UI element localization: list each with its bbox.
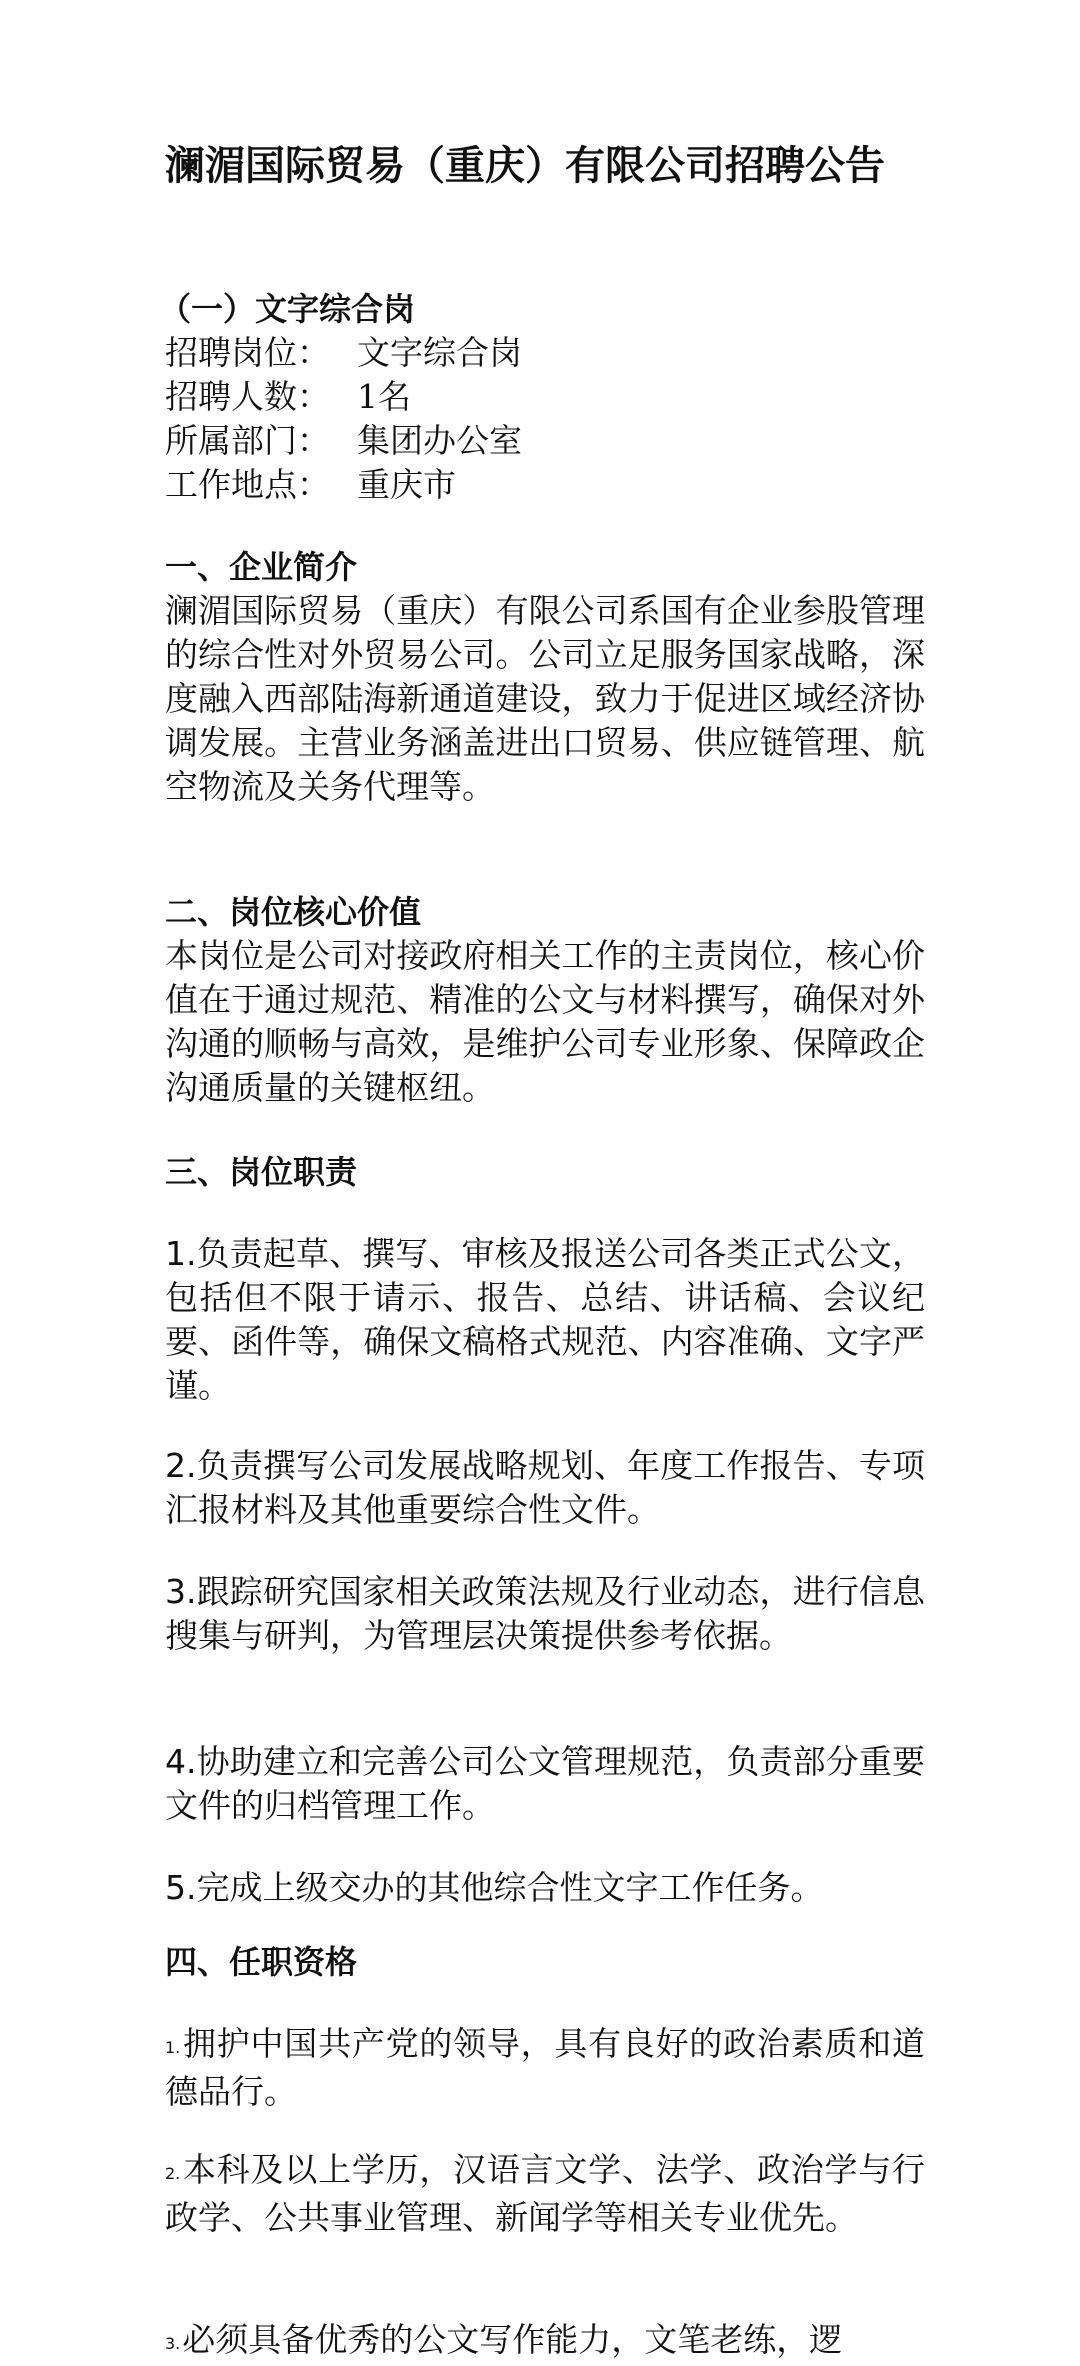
qualification-text: 必须具备优秀的公文写作能力，文笔老练，逻 bbox=[182, 2320, 843, 2359]
page-title: 澜湄国际贸易（重庆）有限公司招聘公告 bbox=[165, 143, 885, 189]
qualification-item bbox=[165, 2022, 925, 2114]
info-value: 1名 bbox=[357, 377, 411, 416]
info-label: 招聘岗位： bbox=[165, 333, 330, 372]
qualification-item bbox=[165, 2148, 925, 2240]
info-value: 集团办公室 bbox=[357, 421, 522, 460]
duty-item: 4.协助建立和完善公司公文管理规范，负责部分重要文件的归档管理工作。 bbox=[165, 1742, 925, 1825]
duty-item: 1.负责起草、撰写、审核及报送公司各类正式公文，包括但不限于请示、报告、总结、讲话稿、会议纪要、函件等，确保文稿格式规范、内容准确、文字严谨。 bbox=[165, 1234, 925, 1405]
section-heading-duties: 三、岗位职责 bbox=[165, 1153, 358, 1191]
duty-item: 5.完成上级交办的其他综合性文字工作任务。 bbox=[165, 1868, 824, 1907]
info-label: 招聘人数： bbox=[165, 377, 330, 416]
qualification-number: 2. bbox=[165, 2164, 181, 2183]
info-label: 所属部门： bbox=[165, 421, 330, 460]
position-heading: （一）文字综合岗 bbox=[159, 290, 416, 328]
info-row-location bbox=[165, 463, 456, 507]
qualification-item bbox=[165, 2318, 925, 2366]
info-row-headcount bbox=[165, 375, 411, 419]
section-heading-core-value: 二、岗位核心价值 bbox=[165, 893, 422, 931]
qualification-number: 3. bbox=[165, 2334, 181, 2353]
info-label: 工作地点： bbox=[165, 465, 330, 504]
info-row-position bbox=[165, 331, 522, 375]
core-value-text: 本岗位是公司对接政府相关工作的主责岗位，核心价值在于通过规范、精准的公文与材料撰写，确保对外沟通的顺畅与高效，是维护公司专业形象、保障政企沟通质量的关键枢纽。 bbox=[165, 936, 925, 1107]
section-heading-qualifications: 四、任职资格 bbox=[165, 1943, 358, 1981]
qualification-text: 本科及以上学历，汉语言文学、法学、政治学与行政学、公共事业管理、新闻学等相关专业优先。 bbox=[165, 2150, 925, 2237]
section-heading-company: 一、企业简介 bbox=[165, 548, 358, 586]
qualification-text: 拥护中国共产党的领导，具有良好的政治素质和道德品行。 bbox=[165, 2024, 925, 2111]
qualification-number: 1. bbox=[165, 2038, 181, 2057]
info-row-department bbox=[165, 419, 522, 463]
company-intro-text: 澜湄国际贸易（重庆）有限公司系国有企业参股管理的综合性对外贸易公司。公司立足服务国家战略，深度融入西部陆海新通道建设，致力于促进区域经济协调发展。主营业务涵盖进出口贸易、供应链管理、航空物流及关务代理等。 bbox=[165, 591, 925, 806]
duty-item: 2.负责撰写公司发展战略规划、年度工作报告、专项汇报材料及其他重要综合性文件。 bbox=[165, 1446, 925, 1529]
duty-item: 3.跟踪研究国家相关政策法规及行业动态，进行信息搜集与研判，为管理层决策提供参考依据。 bbox=[165, 1572, 925, 1655]
info-value: 重庆市 bbox=[357, 465, 456, 504]
info-value: 文字综合岗 bbox=[357, 333, 522, 372]
